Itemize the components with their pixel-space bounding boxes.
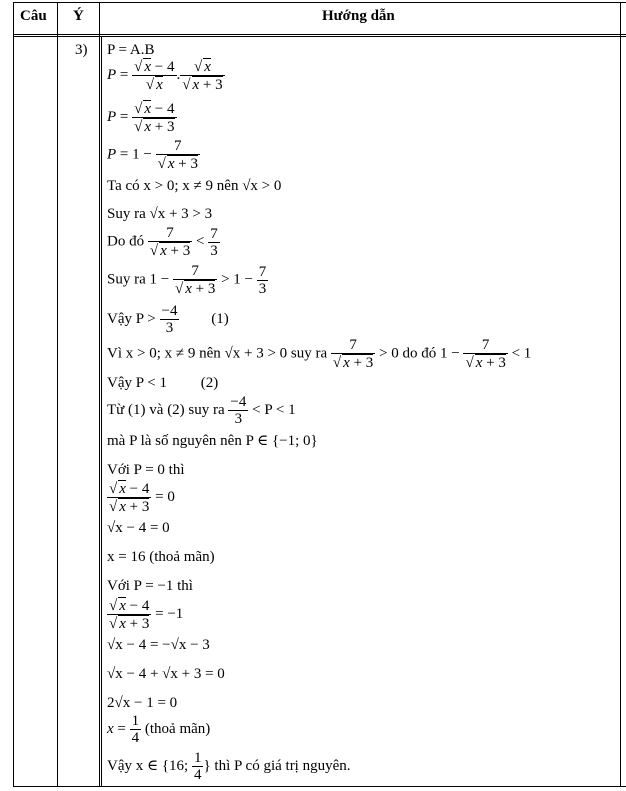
line-12: Vậy P < 1 (2)	[107, 375, 219, 391]
line-21: √x − 4 = −√x − 3	[107, 637, 210, 653]
line-19: Với P = −1 thì	[107, 578, 193, 594]
header-huong-dan: Hướng dẫn	[322, 8, 395, 24]
line-2: P = $\frac{√ x - 4}{√ x}$ . $\frac{√ x}{√ x + 3}$	[107, 59, 223, 93]
line-17: √x − 4 = 0	[107, 520, 170, 536]
line-14: mà P là số nguyên nên P ∈ {−1; 0}	[107, 433, 318, 449]
line-10: Vậy P > $\frac{-4}{3}$ (1)	[107, 303, 229, 336]
line-13: Từ (1) và (2) suy ra $\frac{-4}{3}$ < P < 1	[107, 394, 296, 427]
line-3: P = $\frac{√ x - 4}{√ x + 3}$	[107, 101, 175, 135]
header-cau: Câu	[20, 8, 47, 24]
line-23: 2√x − 1 = 0	[107, 695, 178, 711]
line-25: Vậy x ∈ {16; $\frac{1}{4}$ } thì P có giá trị nguyên.	[107, 750, 351, 783]
line-4: P = 1 − $\frac{7}{√ x + 3}$	[107, 138, 198, 172]
line-11: Vì x > 0; x ≠ 9 nên √x + 3 > 0 suy ra $\frac{7}{√ x + 3}$ > 0 do đó 1 − $\frac{7}{√ x + 3}$ < 1	[107, 337, 532, 371]
line-24: x = $\frac{1}{4}$ (thoả mãn)	[107, 713, 211, 746]
line-6: Ta có x > 0; x ≠ 9 nên √x > 0	[107, 178, 282, 194]
line-18: x = 16 (thoả mãn)	[107, 549, 215, 565]
line-16: $\frac{√ x - 4}{√ x + 3}$ = 0	[109, 481, 175, 515]
line-15: Với P = 0 thì	[107, 462, 185, 478]
line-7: Suy ra √x + 3 > 3	[107, 206, 213, 222]
line-8: Do đó $\frac{7}{√ x + 3}$ < $\frac{7}{3}$	[107, 225, 218, 259]
line-20: $\frac{√ x - 4}{√ x + 3}$ = −1	[109, 598, 184, 632]
line-1: P = A.B	[107, 42, 155, 58]
line-9: Suy ra 1 − $\frac{7}{√ x + 3}$ > 1 − $\frac{7}{3}$	[107, 263, 267, 297]
line-22: √x − 4 + √x + 3 = 0	[107, 666, 225, 682]
header-y: Ý	[73, 8, 84, 24]
question-number: 3)	[75, 42, 88, 58]
